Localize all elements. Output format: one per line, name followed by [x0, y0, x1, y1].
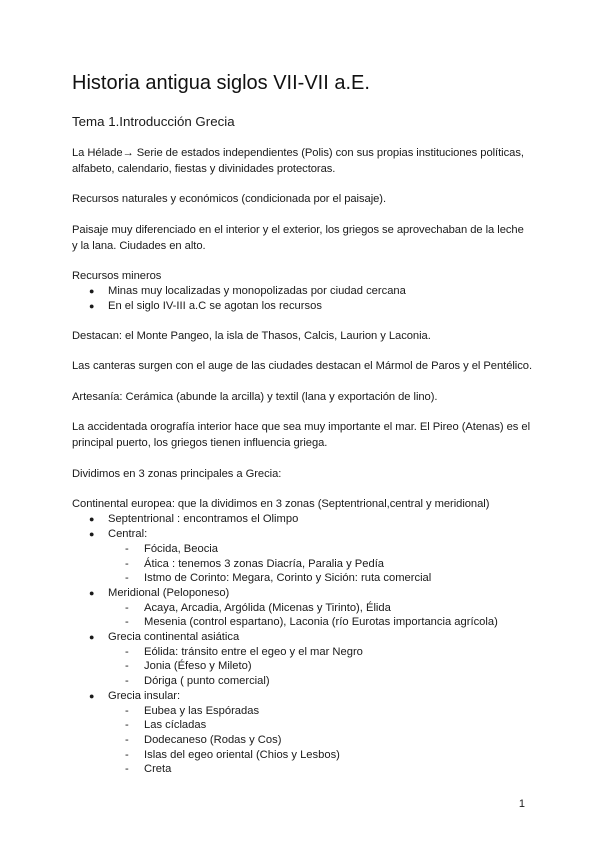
recursos-mineros-heading: Recursos mineros — [72, 270, 162, 282]
list-item-septentrional: ● Septentrional : encontramos el Olimpo — [72, 512, 532, 527]
document-page — [72, 70, 532, 777]
paragraph-orografia: La accidentada orografía interior hace que sea muy importante el mar. El Pireo (Atenas) es el principal puerto, los griegos tienen influencia griega. — [72, 421, 531, 450]
section-subtitle: Tema 1.Introducción Grecia — [72, 114, 235, 129]
recursos-mineros-list — [72, 284, 532, 313]
list-item-label: Central: — [108, 528, 148, 541]
paragraph-dividimos: Dividimos en 3 zonas principales a Grecia: — [72, 467, 282, 480]
sublist-item: - Eubea y las Espóradas — [72, 704, 532, 719]
sublist-item: - Acaya, Arcadia, Argólida (Micenas y Tirinto), Élida — [72, 601, 532, 616]
sublist-item: - Eólida: tránsito entre el egeo y el mar Negro — [72, 645, 532, 660]
zonas-list — [72, 512, 532, 777]
paragraph-canteras: Las canteras surgen con el auge de las ciudades destacan el Mármol de Paros y el Pentélico. — [72, 360, 533, 373]
insular-sublist — [108, 704, 532, 778]
list-item-central — [72, 527, 532, 586]
page-number: 1 — [518, 798, 525, 810]
sublist-item: - Creta — [72, 762, 532, 777]
sublist-item: - Dodecaneso (Rodas y Cos) — [72, 733, 532, 748]
list-item-label: Grecia continental asiática — [108, 631, 240, 644]
sublist-item: - Mesenia (control espartano), Laconia (río Eurotas importancia agrícola) — [72, 615, 532, 630]
paragraph-continental: Continental europea: que la dividimos en 3 zonas (Septentrional,central y meridional) — [72, 498, 490, 511]
list-item-meridional — [72, 586, 532, 630]
sublist-item: - Las cícladas — [72, 718, 532, 733]
list-item-insular — [72, 689, 532, 777]
sublist-item: - Fócida, Beocia — [72, 542, 532, 557]
central-sublist — [108, 542, 532, 586]
paragraph-artesania: Artesanía: Cerámica (abunde la arcilla) y textil (lana y exportación de lino). — [72, 390, 438, 403]
meridional-sublist — [108, 601, 532, 630]
sublist-item: - Jonia (Éfeso y Mileto) — [72, 659, 532, 674]
sublist-item: - Dóriga ( punto comercial) — [72, 674, 532, 689]
list-item-asiatica — [72, 630, 532, 689]
list-item: ● En el siglo IV-III a.C se agotan los recursos — [72, 299, 532, 314]
list-item-label: Grecia insular: — [108, 689, 181, 702]
paragraph-paisaje: Paisaje muy diferenciado en el interior y el exterior, los griegos se aprovechaban de la leche y la lana. Ciudades en alto. — [72, 223, 524, 252]
page-title: Historia antigua siglos VII-VII a.E. — [72, 72, 370, 94]
sublist-item: - Islas del egeo oriental (Chios y Lesbos) — [72, 748, 532, 763]
paragraph-helade: La Hélade→ Serie de estados independientes (Polis) con sus propias instituciones políticas, alfabeto, calendario, fiestas y divinidades protectoras. — [72, 146, 524, 175]
asiatica-sublist — [108, 645, 532, 689]
paragraph-recursos: Recursos naturales y económicos (condicionada por el paisaje). — [72, 193, 387, 205]
sublist-item: - Istmo de Corinto: Megara, Corinto y Sición: ruta comercial — [72, 571, 532, 586]
list-item: ● Minas muy localizadas y monopolizadas por ciudad cercana — [72, 284, 532, 299]
list-item-label: Meridional (Peloponeso) — [108, 586, 230, 599]
paragraph-destacan: Destacan: el Monte Pangeo, la isla de Thasos, Calcis, Laurion y Laconia. — [72, 329, 431, 342]
sublist-item: - Ática : tenemos 3 zonas Diacría, Paralia y Pedía — [72, 557, 532, 572]
